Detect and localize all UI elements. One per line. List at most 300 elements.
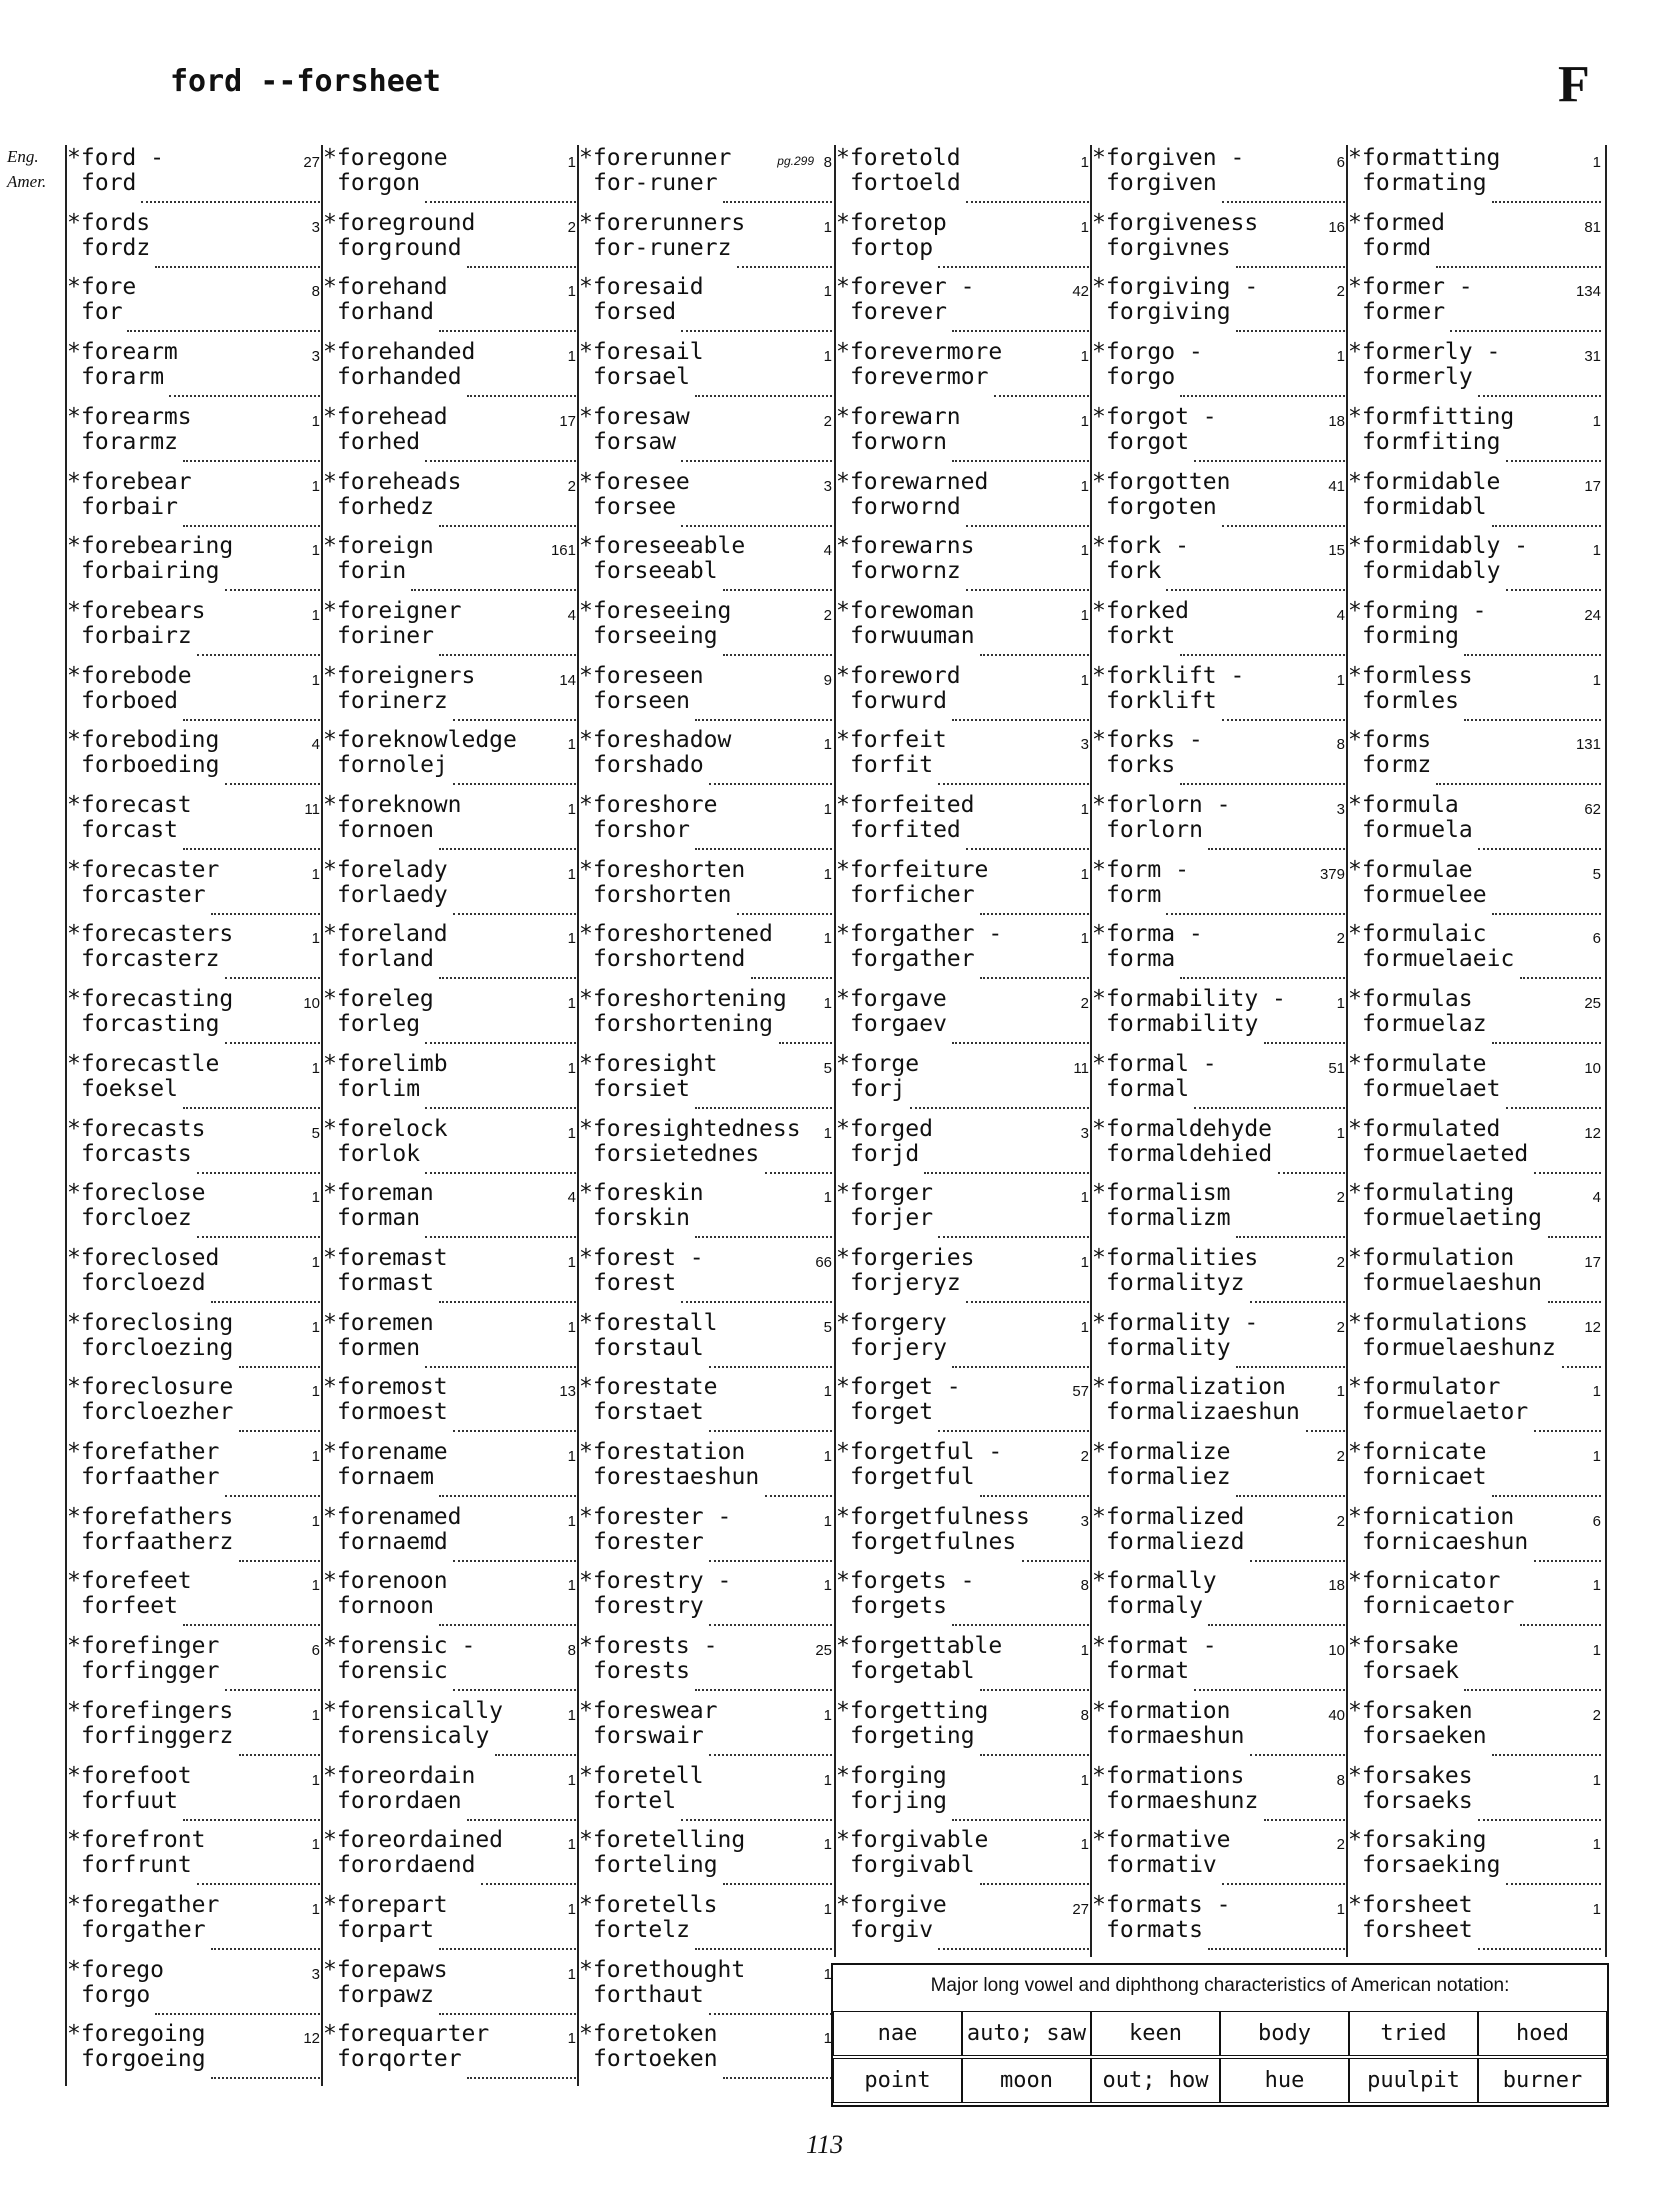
leader-dots [439, 2013, 576, 2015]
entry-count: 1 [1080, 154, 1089, 171]
dictionary-entry [1346, 210, 1607, 275]
entry-word: *forgave [836, 986, 947, 1012]
entry-spelling: forklift [1106, 688, 1217, 714]
entry-spelling: fortoeken [593, 2046, 718, 2072]
entry-spelling: formles [1362, 688, 1459, 714]
entry-count: 1 [311, 1836, 320, 1853]
dictionary-entry [65, 1051, 324, 1116]
entry-spelling: forarmz [81, 429, 178, 455]
dictionary-entry [65, 663, 324, 728]
leader-dots [723, 2077, 832, 2079]
leader-dots [169, 395, 320, 397]
entry-word: *former - [1348, 274, 1473, 300]
leader-dots [1464, 1689, 1601, 1691]
entry-count: 1 [1080, 672, 1089, 689]
entry-count: 1 [567, 1448, 576, 1465]
entry-spelling: forestaeshun [593, 1464, 760, 1490]
dictionary-entry [65, 792, 324, 857]
leader-dots [1492, 1495, 1601, 1497]
entry-count: 6 [1592, 1513, 1601, 1530]
entry-count: 57 [1072, 1383, 1089, 1400]
entry-word: *formability - [1092, 986, 1286, 1012]
entry-count: 1 [823, 1125, 832, 1142]
entry-spelling: formaeshunz [1106, 1788, 1259, 1814]
entry-word: *fornication [1348, 1504, 1515, 1530]
entry-count: 1 [567, 866, 576, 883]
dictionary-entry [577, 727, 836, 792]
entry-word: *formally [1092, 1568, 1217, 1594]
entry-count: 1 [1592, 1901, 1601, 1918]
legend-cell: hoed [1478, 2011, 1607, 2056]
entry-count: 2 [1336, 1448, 1345, 1465]
entry-count: 1 [567, 1577, 576, 1594]
entry-word: *formulated [1348, 1116, 1501, 1142]
entry-spelling: forbairz [81, 623, 192, 649]
leader-dots [1464, 654, 1601, 656]
entry-spelling: formality [1106, 1335, 1231, 1361]
entry-count: 66 [815, 1254, 832, 1271]
entry-count: 3 [1080, 736, 1089, 753]
entry-word: *forewoman [836, 598, 975, 624]
entry-word: *foreshortened [579, 921, 773, 947]
leader-dots [1478, 1948, 1601, 1950]
leader-dots [425, 1236, 576, 1238]
leader-dots [938, 783, 1089, 785]
entry-spelling: forground [337, 235, 462, 261]
dictionary-entry [321, 274, 580, 339]
dictionary-entry [1090, 274, 1349, 339]
leader-dots [439, 525, 576, 527]
dictionary-entry [577, 1245, 836, 1310]
dictionary-entry [1346, 857, 1607, 922]
entry-spelling: forjd [850, 1141, 920, 1167]
dictionary-entry [834, 1892, 1093, 1957]
leader-dots [1166, 589, 1345, 591]
dictionary-entry [1090, 1633, 1349, 1698]
dictionary-entry [321, 1180, 580, 1245]
leader-dots [1250, 1301, 1345, 1303]
entry-word: *formless [1348, 663, 1473, 689]
entry-count: 10 [1584, 1060, 1601, 1077]
leader-dots [1236, 1236, 1345, 1238]
entry-spelling: forworn [850, 429, 947, 455]
entry-spelling: forman [337, 1205, 421, 1231]
leader-dots [994, 395, 1089, 397]
entry-spelling: formidably [1362, 558, 1501, 584]
entry-spelling: forgets [850, 1593, 947, 1619]
entry-spelling: foriner [337, 623, 434, 649]
entry-word: *forewarned [836, 469, 989, 495]
entry-spelling: formal [1106, 1076, 1190, 1102]
entry-spelling: forficher [850, 882, 975, 908]
dictionary-entry [1346, 1439, 1607, 1504]
entry-word: *formality - [1092, 1310, 1259, 1336]
dictionary-entry [577, 1310, 836, 1375]
american-label: Amer. [7, 172, 47, 191]
entry-spelling: forfited [850, 817, 961, 843]
entry-word: *foretoken [579, 2021, 718, 2047]
entry-spelling: former [1362, 299, 1446, 325]
entry-count: 2 [1336, 1319, 1345, 1336]
leader-dots [980, 977, 1089, 979]
entry-spelling: forfingger [81, 1658, 220, 1684]
leader-dots [183, 460, 320, 462]
entry-word: *forevermore [836, 339, 1003, 365]
entry-word: *foretells [579, 1892, 718, 1918]
entry-spelling: forfaather [81, 1464, 220, 1490]
dictionary-entry [834, 857, 1093, 922]
entry-word: *foretold [836, 145, 961, 171]
leader-dots [225, 1042, 320, 1044]
leader-dots [1208, 848, 1345, 850]
entry-word: *formulaic [1348, 921, 1487, 947]
entry-spelling: forgivabl [850, 1852, 975, 1878]
entry-word: *foresaw [579, 404, 690, 430]
entry-count: 4 [1336, 607, 1345, 624]
leader-dots [467, 1819, 576, 1821]
entry-spelling: forsee [593, 494, 677, 520]
leader-dots [737, 913, 832, 915]
entry-count: 4 [823, 542, 832, 559]
leader-dots [695, 1236, 832, 1238]
entry-count: 4 [1592, 1189, 1601, 1206]
entry-count: 1 [1080, 801, 1089, 818]
entry-word: *forerunner [579, 145, 732, 171]
dictionary-entry [65, 1180, 324, 1245]
leader-dots [695, 719, 832, 721]
entry-count: 41 [1328, 478, 1345, 495]
leader-dots [453, 1689, 576, 1691]
leader-dots [183, 719, 320, 721]
entry-count: 1 [1336, 348, 1345, 365]
entry-count: 2 [1336, 1513, 1345, 1530]
entry-count: 1 [567, 154, 576, 171]
leader-dots [1306, 1430, 1345, 1432]
dictionary-entry [834, 727, 1093, 792]
leader-dots [239, 1754, 320, 1756]
entry-word: *formerly - [1348, 339, 1501, 365]
dictionary-entry [577, 469, 836, 534]
dictionary-entry [834, 533, 1093, 598]
entry-spelling: forgather [81, 1917, 206, 1943]
leader-dots [980, 1495, 1089, 1497]
entry-spelling: forevermor [850, 364, 989, 390]
entry-word: *forestation [579, 1439, 746, 1465]
leader-dots [765, 1172, 832, 1174]
leader-dots [952, 719, 1089, 721]
dictionary-entry [321, 1374, 580, 1439]
entry-count: 1 [1336, 672, 1345, 689]
leader-dots [1464, 719, 1601, 721]
legend-title: Major long vowel and diphthong characteristics of American notation: [930, 1975, 1510, 1996]
leader-dots [966, 589, 1089, 591]
leader-dots [709, 1754, 832, 1756]
entry-spelling: forgon [337, 170, 421, 196]
entry-word: *forgetting [836, 1698, 989, 1724]
entry-count: 1 [1080, 1836, 1089, 1853]
dictionary-entry [321, 1245, 580, 1310]
dictionary-entry [321, 1051, 580, 1116]
entry-spelling: forstaul [593, 1335, 704, 1361]
entry-count: 1 [567, 801, 576, 818]
entry-word: *forelady [323, 857, 448, 883]
entry-word: *forearms [67, 404, 192, 430]
legend-cell: puulpit [1349, 2058, 1478, 2103]
entry-spelling: formuelaetor [1362, 1399, 1529, 1425]
entry-count: 1 [1592, 413, 1601, 430]
dictionary-entry [1090, 339, 1349, 404]
dictionary-entry [1346, 986, 1607, 1051]
entry-count: 1 [823, 283, 832, 300]
entry-spelling: formalizaeshun [1106, 1399, 1300, 1425]
entry-word: *formulas [1348, 986, 1473, 1012]
entry-count: 4 [311, 736, 320, 753]
entry-word: *forsaking [1348, 1827, 1487, 1853]
leader-dots [1548, 1301, 1601, 1303]
leader-dots [183, 525, 320, 527]
entry-count: 1 [1336, 1125, 1345, 1142]
leader-dots [1236, 1495, 1345, 1497]
entry-count: 1 [823, 1707, 832, 1724]
entry-spelling: fornicaetor [1362, 1593, 1515, 1619]
entry-count: 1 [567, 995, 576, 1012]
entry-count: 5 [823, 1319, 832, 1336]
dictionary-entry [321, 339, 580, 404]
entry-word: *forked [1092, 598, 1189, 624]
leader-dots [1478, 1819, 1601, 1821]
entry-spelling: forshorten [593, 882, 732, 908]
entry-count: 2 [823, 413, 832, 430]
dictionary-entry [65, 1633, 324, 1698]
dictionary-entry [321, 792, 580, 857]
entry-word: *formations [1092, 1763, 1245, 1789]
entry-count: 1 [1592, 1383, 1601, 1400]
leader-dots [197, 1172, 320, 1174]
page-reference: pg.299 [777, 154, 814, 168]
page-title: ford --forsheet [170, 64, 441, 99]
entry-spelling: forwurd [850, 688, 947, 714]
legend-cell: auto; saw [962, 2011, 1091, 2056]
entry-word: *formed [1348, 210, 1445, 236]
entry-spelling: formating [1362, 170, 1487, 196]
entry-count: 1 [567, 1772, 576, 1789]
entry-count: 2 [1336, 1254, 1345, 1271]
entry-count: 1 [311, 1383, 320, 1400]
leader-dots [695, 395, 832, 397]
entry-word: *forget - [836, 1374, 961, 1400]
entry-word: *foreordain [323, 1763, 476, 1789]
leader-dots [439, 1948, 576, 1950]
entry-spelling: forcasts [81, 1141, 192, 1167]
dictionary-entry [834, 598, 1093, 663]
entry-count: 1 [311, 1707, 320, 1724]
entry-spelling: forgiv [850, 1917, 934, 1943]
entry-count: 1 [311, 672, 320, 689]
leader-dots [1506, 1107, 1601, 1109]
leader-dots [197, 654, 320, 656]
dictionary-entry [1346, 145, 1607, 210]
leader-dots [425, 201, 576, 203]
entry-count: 10 [303, 995, 320, 1012]
entry-word: *forgery [836, 1310, 947, 1336]
entry-count: 1 [311, 866, 320, 883]
entry-count: 1 [1080, 542, 1089, 559]
legend-cell: keen [1091, 2011, 1220, 2056]
entry-spelling: formuelaeted [1362, 1141, 1529, 1167]
dictionary-entry [65, 1439, 324, 1504]
leader-dots [1180, 977, 1345, 979]
dictionary-entry [577, 986, 836, 1051]
entry-count: 1 [1080, 1642, 1089, 1659]
entry-word: *forfeit [836, 727, 947, 753]
dictionary-entry [577, 663, 836, 728]
entry-spelling: fornicaet [1362, 1464, 1487, 1490]
leader-dots [183, 1624, 320, 1626]
entry-count: 1 [567, 283, 576, 300]
entry-word: *foreground [323, 210, 476, 236]
dictionary-entry [65, 1116, 324, 1181]
entry-count: 25 [815, 1642, 832, 1659]
legend-cell: body [1220, 2011, 1349, 2056]
entry-word: *fornicator [1348, 1568, 1501, 1594]
entry-count: 16 [1328, 219, 1345, 236]
entry-word: *forfeiture [836, 857, 989, 883]
dictionary-entry [321, 2021, 580, 2086]
dictionary-entry [834, 1439, 1093, 1504]
dictionary-entry [1090, 1827, 1349, 1892]
entry-spelling: formoest [337, 1399, 448, 1425]
entry-spelling: foeksel [81, 1076, 178, 1102]
entry-spelling: forgo [1106, 364, 1176, 390]
dictionary-entry [834, 145, 1093, 210]
entry-word: *foremast [323, 1245, 448, 1271]
entry-word: *forehand [323, 274, 448, 300]
leader-dots [1180, 654, 1345, 656]
dictionary-entry [321, 533, 580, 598]
entry-spelling: fortel [593, 1788, 677, 1814]
leader-dots [453, 913, 576, 915]
entry-word: *formulating [1348, 1180, 1515, 1206]
entry-count: 1 [1336, 1901, 1345, 1918]
entry-spelling: formuelaeting [1362, 1205, 1543, 1231]
entry-spelling: forgetabl [850, 1658, 975, 1684]
entry-spelling: forboeding [81, 752, 220, 778]
entry-count: 1 [823, 1901, 832, 1918]
entry-spelling: formuelaeic [1362, 946, 1515, 972]
entry-count: 12 [1584, 1319, 1601, 1336]
entry-spelling: forkt [1106, 623, 1176, 649]
entry-count: 131 [1575, 736, 1601, 753]
leader-dots [980, 1883, 1089, 1885]
entry-count: 1 [1592, 154, 1601, 171]
entry-word: *foreshore [579, 792, 718, 818]
entry-count: 1 [1080, 348, 1089, 365]
entry-word: *forging [836, 1763, 947, 1789]
entry-spelling: forlok [337, 1141, 421, 1167]
leader-dots [453, 1430, 576, 1432]
dictionary-entry [321, 404, 580, 469]
entry-word: *forerunners [579, 210, 746, 236]
entry-count: 1 [567, 1060, 576, 1077]
entry-count: 17 [1584, 1254, 1601, 1271]
dictionary-entry [65, 469, 324, 534]
dictionary-entry [1346, 274, 1607, 339]
entry-word: *foremost [323, 1374, 448, 1400]
entry-count: 1 [823, 995, 832, 1012]
entry-word: *forenoon [323, 1568, 448, 1594]
dictionary-entry [834, 921, 1093, 986]
leader-dots [239, 1366, 320, 1368]
leader-dots [1450, 330, 1601, 332]
entry-spelling: forwornz [850, 558, 961, 584]
leader-dots [1166, 913, 1345, 915]
dictionary-entry [577, 533, 836, 598]
leader-dots [183, 1819, 320, 1821]
entry-word: *forsake [1348, 1633, 1459, 1659]
entry-spelling: forhanded [337, 364, 462, 390]
entry-word: *forebearing [67, 533, 234, 559]
entry-word: *foregone [323, 145, 448, 171]
leader-dots [1492, 1042, 1601, 1044]
entry-count: 1 [567, 736, 576, 753]
leader-dots [1278, 1172, 1345, 1174]
dictionary-entry [321, 921, 580, 986]
dictionary-entry [577, 1504, 836, 1569]
entry-count: 10 [1328, 1642, 1345, 1659]
leader-dots [453, 783, 576, 785]
entry-spelling: forsheet [1362, 1917, 1473, 1943]
entry-count: 8 [1080, 1707, 1089, 1724]
entry-count: 2 [1336, 930, 1345, 947]
entry-word: *forge [836, 1051, 920, 1077]
entry-count: 1 [1080, 1189, 1089, 1206]
entry-word: *foretelling [579, 1827, 746, 1853]
entry-count: 8 [567, 1642, 576, 1659]
entry-count: 1 [311, 478, 320, 495]
entry-count: 3 [311, 219, 320, 236]
leader-dots [495, 1754, 576, 1756]
entry-spelling: forcloezing [81, 1335, 234, 1361]
dictionary-entry [834, 404, 1093, 469]
entry-word: *forests - [579, 1633, 718, 1659]
entry-spelling: ford [81, 170, 137, 196]
entry-count: 14 [559, 672, 576, 689]
dictionary-entry [834, 1180, 1093, 1245]
dictionary-entry [1090, 533, 1349, 598]
entry-count: 31 [1584, 348, 1601, 365]
leader-dots [980, 913, 1089, 915]
entry-count: 13 [559, 1383, 576, 1400]
entry-spelling: forgiven [1106, 170, 1217, 196]
dictionary-entry [65, 857, 324, 922]
dictionary-entry [1090, 1763, 1349, 1828]
entry-spelling: forthaut [593, 1982, 704, 2008]
dictionary-entry [834, 1763, 1093, 1828]
entry-word: *forma - [1092, 921, 1203, 947]
entry-count: 1 [1080, 866, 1089, 883]
entry-word: *forecasters [67, 921, 234, 947]
leader-dots [425, 1366, 576, 1368]
dictionary-entry [65, 1698, 324, 1763]
entry-count: 1 [823, 1448, 832, 1465]
entry-spelling: fortoeld [850, 170, 961, 196]
leader-dots [439, 1495, 576, 1497]
entry-spelling: forester [593, 1529, 704, 1555]
entry-word: *foreclose [67, 1180, 206, 1206]
dictionary-entry [65, 598, 324, 663]
entry-word: *foreclosure [67, 1374, 234, 1400]
entry-spelling: forshado [593, 752, 704, 778]
